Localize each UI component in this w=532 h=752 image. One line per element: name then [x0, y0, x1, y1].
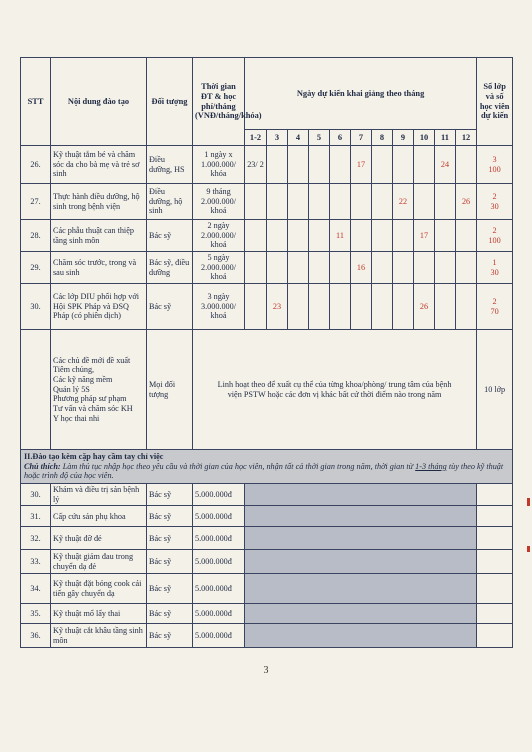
- header-row: [21, 58, 513, 130]
- new-topics-row: [21, 330, 513, 450]
- row-target: Bác sỹ: [147, 550, 193, 574]
- table-row: [21, 574, 513, 604]
- row-target: Bác sỹ, điều dưỡng: [147, 252, 193, 284]
- col-stt: STT: [21, 58, 51, 146]
- row-classes: 1 30: [477, 252, 513, 284]
- row-stt: 33.: [21, 550, 51, 574]
- col-content: Nội dung đào tạo: [51, 58, 147, 146]
- training-schedule-table: [20, 57, 513, 648]
- row-time: 9 tháng 2.000.000/ khoá: [193, 184, 245, 220]
- row-classes: 2 30: [477, 184, 513, 220]
- row-time: 1 ngày x 1.000.000/ khóa: [193, 146, 245, 184]
- page-number: 3: [263, 665, 269, 676]
- row-target: Bác sỹ: [147, 624, 193, 648]
- row-stt: 36.: [21, 624, 51, 648]
- row-time: 5 ngày 2.000.000/ khoá: [193, 252, 245, 284]
- row-target: Bác sỹ: [147, 484, 193, 506]
- row-content: Kỹ thuật tắm bé và chăm sóc da cho bà mẹ và trẻ sơ sinh: [51, 146, 147, 184]
- row-target: Bác sỹ: [147, 574, 193, 604]
- row-fee: 5.000.000đ: [193, 484, 245, 506]
- row-stt: 29.: [21, 252, 51, 284]
- row-content: Các phẫu thuật can thiệp tầng sinh môn: [51, 220, 147, 252]
- col-opening-dates: Ngày dự kiến khai giảng theo tháng: [245, 58, 477, 130]
- col-classes: Số lớp và số học viên dự kiến: [477, 58, 513, 146]
- table-row: [21, 484, 513, 506]
- row-content: Thực hành điều dưỡng, hộ sinh trong bệnh viện: [51, 184, 147, 220]
- month-cell: 17: [351, 146, 372, 184]
- table-row: [21, 284, 513, 330]
- row-stt: 30.: [21, 484, 51, 506]
- month-cell: 16: [351, 252, 372, 284]
- row-stt: 27.: [21, 184, 51, 220]
- month-header: 5: [309, 130, 330, 146]
- month-header: 3: [267, 130, 288, 146]
- edge-mark: [527, 498, 530, 506]
- new-topics-note: Linh hoạt theo để xuất cụ thể của từng khoa/phòng/ trung tâm của bệnh viện PSTW hoặc các đơn vị khác bất cứ thời điểm nào trong năm: [193, 330, 477, 450]
- row-fee: 5.000.000đ: [193, 550, 245, 574]
- row-stt: 30.: [21, 284, 51, 330]
- row-fee: 5.000.000đ: [193, 574, 245, 604]
- month-header: 10: [414, 130, 435, 146]
- row-target: Bác sỹ: [147, 604, 193, 624]
- row-stt: 32.: [21, 527, 51, 550]
- row-stt: 26.: [21, 146, 51, 184]
- row-fee: 5.000.000đ: [193, 527, 245, 550]
- shaded-months: [245, 550, 477, 574]
- table-row: [21, 252, 513, 284]
- col-target: Đối tượng: [147, 58, 193, 146]
- month-header: 4: [288, 130, 309, 146]
- table-row: [21, 604, 513, 624]
- month-header: 1-2: [245, 130, 267, 146]
- section-header-row: [21, 450, 513, 484]
- row-content: Kỹ thuật cắt khâu tầng sinh môn: [51, 624, 147, 648]
- row-fee: 5.000.000đ: [193, 624, 245, 648]
- row-classes: 2 70: [477, 284, 513, 330]
- month-header: 12: [456, 130, 477, 146]
- shaded-months: [245, 574, 477, 604]
- table-row: [21, 506, 513, 527]
- month-cell: 26: [456, 184, 477, 220]
- row-classes: 2 100: [477, 220, 513, 252]
- section-title: II.Đào tạo kèm cặp hay cầm tay chỉ việc Chú thích: Làm thủ tục nhập học theo yêu cầu và thời gian của học viên, nhận tất cả thời gian trong năm, thời gian từ 1-3 tháng tùy theo kỹ thuật hoặc trình độ của học viên.: [21, 450, 513, 484]
- table-row: [21, 220, 513, 252]
- month-cell: 23/ 2: [245, 146, 267, 184]
- month-header: 6: [330, 130, 351, 146]
- row-content: Khám và điều trị sản bệnh lý: [51, 484, 147, 506]
- row-fee: 5.000.000đ: [193, 604, 245, 624]
- month-cell: 23: [267, 284, 288, 330]
- new-topics-list: Các chủ đề mới đề xuất Tiêm chủng, Các kỹ năng mềm Quản lý 5S Phương pháp sư phạm Tư vấn và chăm sóc KH Y học thai nhi: [51, 330, 147, 450]
- row-stt: 28.: [21, 220, 51, 252]
- row-target: Điều dưỡng, hộ sinh: [147, 184, 193, 220]
- month-header: 9: [393, 130, 414, 146]
- row-time: 2 ngày 2.000.000/ khoá: [193, 220, 245, 252]
- row-fee: 5.000.000đ: [193, 506, 245, 527]
- new-topics-classes: 10 lớp: [477, 330, 513, 450]
- table-row: [21, 527, 513, 550]
- new-topics-target: Mọi đối tượng: [147, 330, 193, 450]
- table-row: [21, 184, 513, 220]
- month-cell: 24: [435, 146, 456, 184]
- row-target: Bác sỹ: [147, 284, 193, 330]
- row-stt: 31.: [21, 506, 51, 527]
- month-cell: 22: [393, 184, 414, 220]
- month-header: 11: [435, 130, 456, 146]
- shaded-months: [245, 604, 477, 624]
- row-content: Chăm sóc trước, trong và sau sinh: [51, 252, 147, 284]
- row-time: 3 ngày 3.000.000/ khoá: [193, 284, 245, 330]
- row-stt: 35.: [21, 604, 51, 624]
- shaded-months: [245, 484, 477, 506]
- row-content: Kỹ thuật mổ lấy thai: [51, 604, 147, 624]
- month-cell: 26: [414, 284, 435, 330]
- row-target: Bác sỹ: [147, 527, 193, 550]
- row-target: Bác sỹ: [147, 220, 193, 252]
- row-target: Điều dưỡng, HS: [147, 146, 193, 184]
- row-content: Kỹ thuật giảm đau trong chuyển dạ đẻ: [51, 550, 147, 574]
- row-content: Cấp cứu sản phụ khoa: [51, 506, 147, 527]
- row-content: Kỹ thuật đặt bóng cook cải tiến gây chuyển dạ: [51, 574, 147, 604]
- edge-mark: [527, 546, 530, 552]
- table-row: [21, 550, 513, 574]
- shaded-months: [245, 527, 477, 550]
- row-content: Kỹ thuật đỡ đẻ: [51, 527, 147, 550]
- table-row: [21, 624, 513, 648]
- month-cell: 11: [330, 220, 351, 252]
- col-time-fee: Thời gian ĐT & học phí/tháng (VNĐ/tháng/khóa): [193, 58, 245, 146]
- table-row: [21, 146, 513, 184]
- month-cell: 17: [414, 220, 435, 252]
- shaded-months: [245, 624, 477, 648]
- row-classes: 3 100: [477, 146, 513, 184]
- row-content: Các lớp DIU phối hợp với Hội SPK Pháp và ĐSQ Pháp (có phiên dịch): [51, 284, 147, 330]
- month-header: 7: [351, 130, 372, 146]
- row-target: Bác sỹ: [147, 506, 193, 527]
- shaded-months: [245, 506, 477, 527]
- row-stt: 34.: [21, 574, 51, 604]
- month-header: 8: [372, 130, 393, 146]
